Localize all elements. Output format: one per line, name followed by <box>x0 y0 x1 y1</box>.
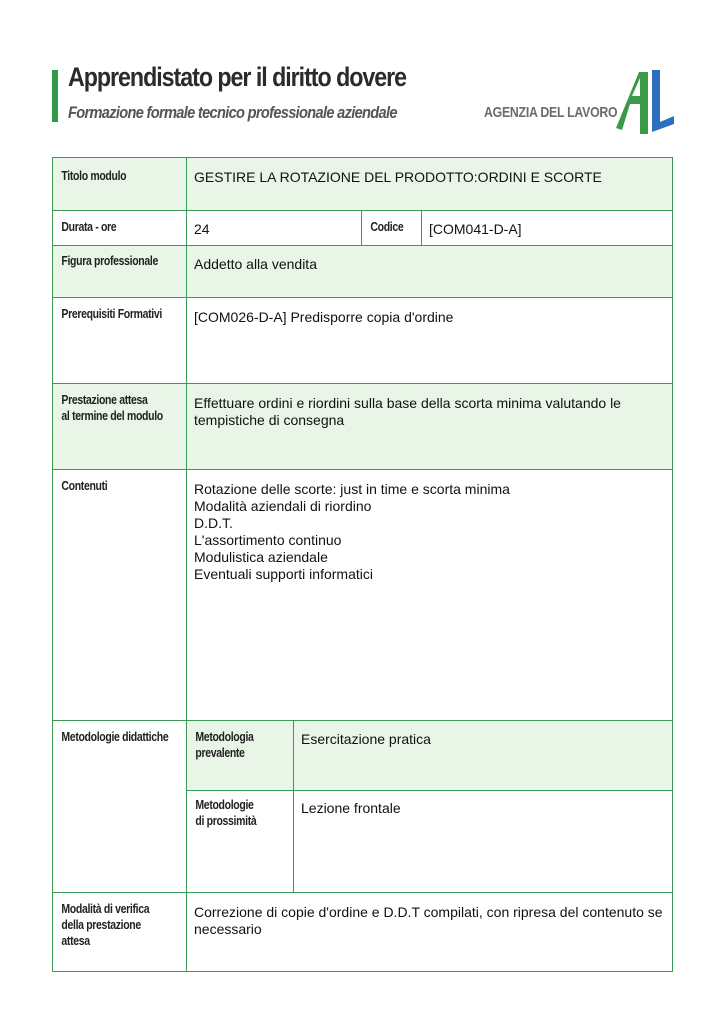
met-prossimita-label-cell <box>187 790 294 892</box>
figura-value: Addetto alla vendita <box>194 256 317 272</box>
codice-value: [COM041-D-A] <box>429 221 522 237</box>
met-prevalente-value: Esercitazione pratica <box>301 731 431 747</box>
page-subtitle: Formazione formale tecnico professionale aziendale <box>68 103 397 122</box>
agency-logo-icon <box>612 66 678 136</box>
module-form <box>52 157 673 972</box>
prestazione-value-cell <box>187 383 672 469</box>
durata-label: Durata - ore <box>61 220 117 234</box>
met-prossimita-value: Lezione frontale <box>301 800 401 816</box>
prerequisiti-label-cell <box>53 297 187 383</box>
prestazione-value: Effettuare ordini e riordini sulla base della scorta minima valutando le tempistiche di consegna <box>194 395 621 428</box>
figura-label: Figura professionale <box>61 254 158 268</box>
agency-name: AGENZIA DEL LAVORO <box>484 104 618 121</box>
prestazione-label: Prestazione attesa al termine del modulo <box>61 393 163 423</box>
header-accent-bar <box>52 70 58 122</box>
met-prossimita-value-cell <box>294 790 672 892</box>
list-item: L'assortimento continuo <box>194 532 342 548</box>
met-prevalente-label-cell <box>187 720 294 790</box>
list-item: Modalità aziendali di riordino <box>194 498 372 514</box>
contenuti-value-cell <box>187 469 672 720</box>
figura-label-cell <box>53 245 187 297</box>
prerequisiti-label: Prerequisiti Formativi <box>61 307 162 321</box>
codice-value-cell <box>422 210 672 245</box>
titolo-value-cell <box>187 158 672 210</box>
verifica-value: Correzione di copie d'ordine e D.D.T compilati, con ripresa del contenuto se necessario <box>194 904 663 937</box>
titolo-label-cell <box>53 158 187 210</box>
met-prevalente-label: Metodologia prevalente <box>195 730 254 760</box>
verifica-value-cell <box>187 892 672 971</box>
page-title: Apprendistato per il diritto dovere <box>68 62 407 92</box>
metodologie-label-cell <box>53 720 187 892</box>
prerequisiti-value-cell <box>187 297 672 383</box>
durata-value-cell <box>187 210 362 245</box>
contenuti-label: Contenuti <box>61 479 108 493</box>
list-item: Rotazione delle scorte: just in time e scorta minima <box>194 481 510 497</box>
verifica-label-cell <box>53 892 187 971</box>
codice-label-cell <box>362 210 422 245</box>
met-prevalente-value-cell <box>294 720 672 790</box>
titolo-value: GESTIRE LA ROTAZIONE DEL PRODOTTO:ORDINI E SCORTE <box>194 169 602 185</box>
durata-label-cell <box>53 210 187 245</box>
contenuti-label-cell <box>53 469 187 720</box>
prestazione-label-cell <box>53 383 187 469</box>
met-prossimita-label: Metodologie di prossimità <box>195 798 257 828</box>
list-item: Eventuali supporti informatici <box>194 566 373 582</box>
figura-value-cell <box>187 245 672 297</box>
codice-label: Codice <box>370 220 404 234</box>
prerequisiti-value: [COM026-D-A] Predisporre copia d'ordine <box>194 309 454 325</box>
list-item: D.D.T. <box>194 515 233 531</box>
verifica-label: Modalità di verifica della prestazione attesa <box>61 902 150 948</box>
titolo-label: Titolo modulo <box>61 169 127 183</box>
list-item: Modulistica aziendale <box>194 549 328 565</box>
metodologie-label: Metodologie didattiche <box>61 730 169 744</box>
contenuti-list <box>187 470 672 583</box>
durata-value: 24 <box>194 221 210 237</box>
